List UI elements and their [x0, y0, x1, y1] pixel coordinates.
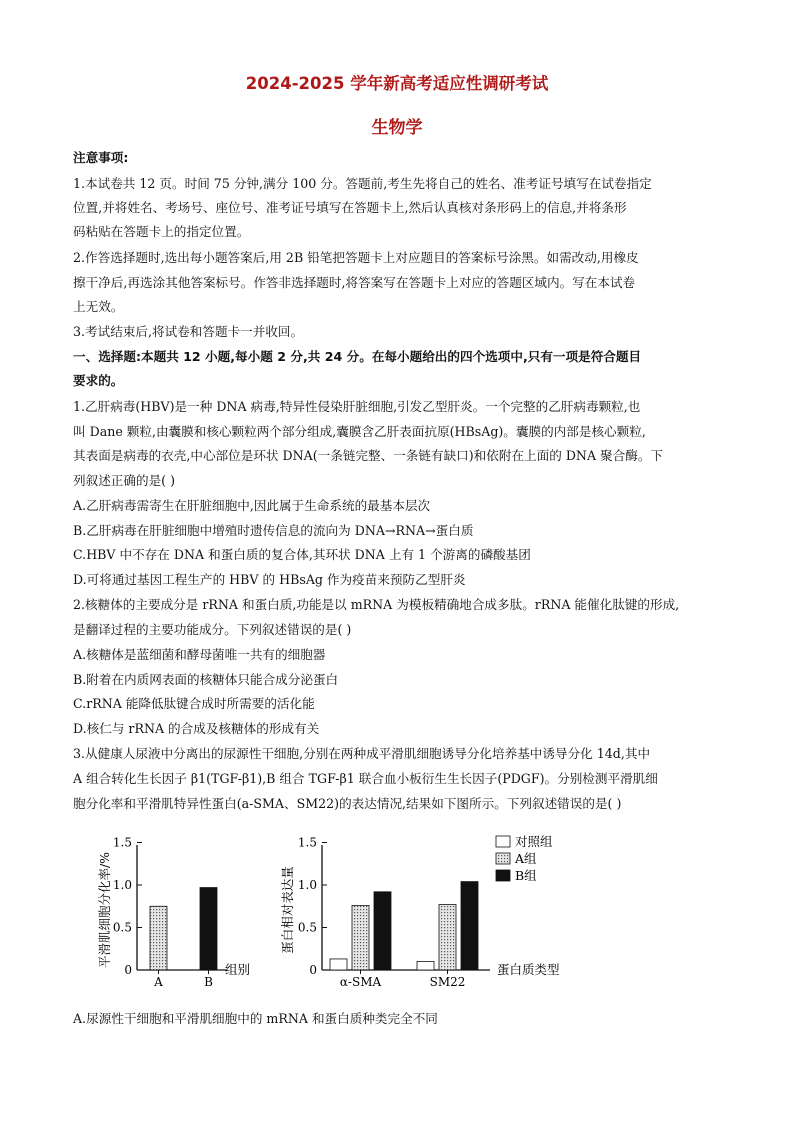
question-3-stem: 3.从健康人尿液中分离出的尿源性干细胞,分别在两种成平滑肌细胞诱导分化培养基中诱导分化 14d,其中: [73, 746, 651, 761]
question-2-option-d: D.核仁与 rRNA 的合成及核糖体的形成有关: [73, 721, 320, 736]
y-tick-label: 1.0: [297, 878, 317, 892]
bar: [200, 888, 217, 970]
y-axis-label: 蛋白相对表达量: [280, 866, 295, 954]
x-axis-label: 组别: [225, 962, 251, 977]
x-axis-label: 蛋白质类型: [497, 962, 560, 977]
bar: [461, 882, 478, 970]
y-tick-label: 0: [124, 963, 132, 977]
question-1-option-c: C.HBV 中不存在 DNA 和蛋白质的复合体,其环状 DNA 上有 1 个游离的磷酸基团: [73, 547, 531, 562]
question-2-stem: 2.核糖体的主要成分是 rRNA 和蛋白质,功能是以 mRNA 为模板精确地合成多肽。rRNA 能催化肽键的形成,: [73, 597, 680, 612]
bar: [150, 906, 167, 970]
question-1-option-a: A.乙肝病毒需寄生在肝脏细胞中,因此属于生命系统的最基本层次: [73, 498, 431, 513]
notice-heading: 注意事项:: [73, 150, 129, 165]
y-tick-label: 1.5: [112, 835, 132, 850]
x-tick-label: A: [154, 975, 163, 989]
notice-line: 擦干净后,再选涂其他答案标号。作答非选择题时,将答案写在答题卡上对应的答题区域内。写在本试卷: [73, 275, 636, 290]
section-heading: 一、选择题:本题共 12 小题,每小题 2 分,共 24 分。在每小题给出的四个选项中,只有一项是符合题目: [73, 349, 642, 364]
question-3-stem: 胞分化率和平滑肌特异性蛋白(a-SMA、SM22)的表达情况,结果如下图所示。下列叙述错误的是( ): [73, 796, 622, 811]
notice-line: 1.本试卷共 12 页。时间 75 分钟,满分 100 分。答题前,考生先将自己的姓名、准考证号填写在试卷指定: [73, 176, 652, 191]
bar: [439, 905, 456, 970]
legend-label: 对照组: [515, 834, 553, 849]
y-tick-label: 0.5: [297, 920, 317, 935]
notice-line: 码粘贴在答题卡上的指定位置。: [73, 224, 250, 239]
question-2-option-b: B.附着在内质网表面的核糖体只能合成分泌蛋白: [73, 672, 339, 687]
notice-line: 上无效。: [73, 299, 124, 314]
x-tick-label: B: [204, 975, 213, 989]
subject-title: 生物学: [371, 118, 423, 138]
question-1-option-d: D.可将通过基因工程生产的 HBV 的 HBsAg 作为疫苗来预防乙型肝炎: [73, 572, 466, 587]
question-1-option-b: B.乙肝病毒在肝脏细胞中增殖时遗传信息的流向为 DNA→RNA→蛋白质: [73, 523, 474, 538]
y-tick-label: 0: [309, 963, 317, 977]
question-3-stem: A 组合转化生长因子 β1(TGF-β1),B 组合 TGF-β1 联合血小板衍生生长因子(PDGF)。分别检测平滑肌细: [73, 771, 658, 786]
bar: [374, 892, 391, 970]
legend-label: A组: [515, 851, 537, 866]
y-tick-label: 0.5: [112, 920, 132, 935]
bar: [330, 959, 347, 970]
x-tick-label: SM22: [429, 975, 466, 989]
question-1-stem: 1.乙肝病毒(HBV)是一种 DNA 病毒,特异性侵染肝脏细胞,引发乙型肝炎。一个完整的乙肝病毒颗粒,也: [73, 399, 641, 414]
y-axis-label: 平滑肌细胞分化率/%: [97, 851, 112, 969]
question-3-figure: [0, 825, 794, 1000]
question-3-option-a: A.尿源性干细胞和平滑肌细胞中的 mRNA 和蛋白质种类完全不同: [73, 1011, 438, 1026]
exam-title: 2024-2025 学年新高考适应性调研考试: [245, 74, 549, 93]
notice-line: 位置,并将姓名、考场号、座位号、准考证号填写在答题卡上,然后认真核对条形码上的信息,并将条形: [73, 200, 627, 215]
x-tick-label: α-SMA: [339, 975, 382, 989]
bar: [417, 962, 434, 971]
question-2-option-c: C.rRNA 能降低肽键合成时所需要的活化能: [73, 696, 315, 711]
notice-line: 3.考试结束后,将试卷和答题卡一并收回。: [73, 324, 304, 339]
question-1-stem: 列叙述正确的是( ): [73, 473, 175, 488]
legend-swatch: [496, 870, 510, 881]
legend-label: B组: [515, 868, 537, 883]
notice-line: 2.作答选择题时,选出每小题答案后,用 2B 铅笔把答题卡上对应题目的答案标号涂黑。如需改动,用橡皮: [73, 250, 639, 265]
question-2-option-a: A.核糖体是蓝细菌和酵母菌唯一共有的细胞器: [73, 647, 326, 662]
question-1-stem: 叫 Dane 颗粒,由囊膜和核心颗粒两个部分组成,囊膜含乙肝表面抗原(HBsAg)。囊膜的内部是核心颗粒,: [73, 424, 646, 439]
legend-swatch: [496, 836, 510, 847]
section-heading: 要求的。: [73, 373, 124, 388]
bar: [352, 905, 369, 970]
question-2-stem: 是翻译过程的主要功能成分。下列叙述错误的是( ): [73, 622, 352, 637]
y-tick-label: 1.0: [112, 878, 132, 892]
legend-swatch: [496, 853, 510, 864]
question-1-stem: 其表面是病毒的衣壳,中心部位是环状 DNA(一条链完整、一条链有缺口)和依附在上面的 DNA 聚合酶。下: [73, 448, 664, 463]
y-tick-label: 1.5: [297, 835, 317, 850]
